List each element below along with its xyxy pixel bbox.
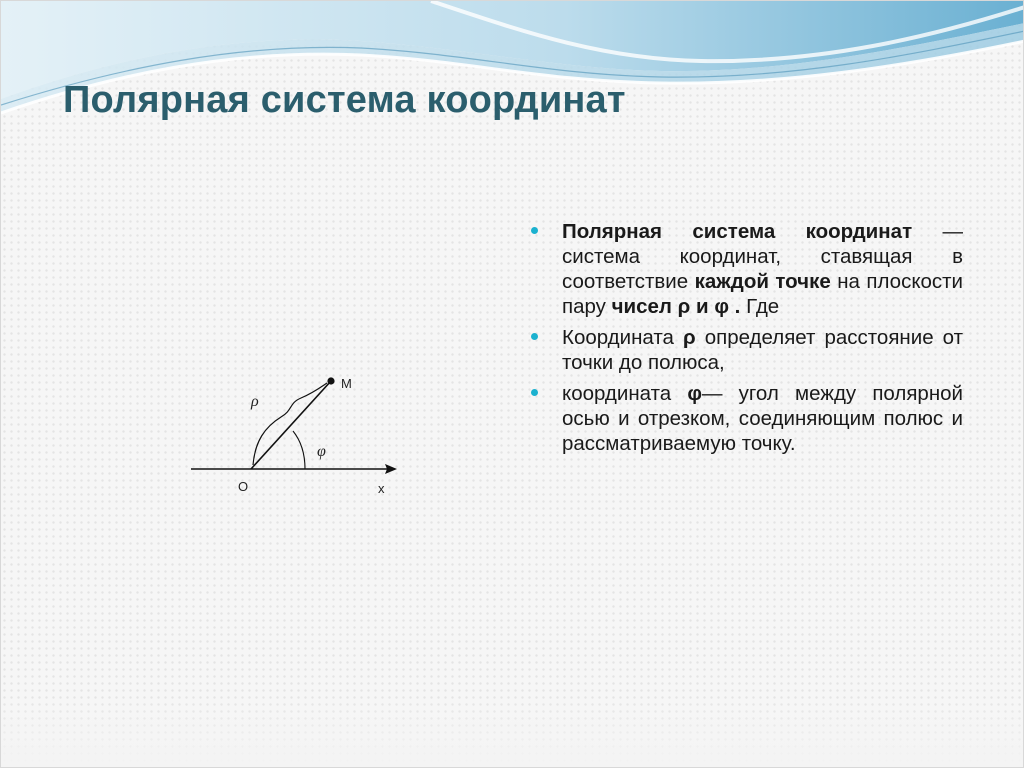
bullet-text-segment: ρ (682, 326, 696, 349)
bullet-dot-icon (531, 389, 538, 396)
label-point-m: M (341, 376, 352, 391)
rho-brace (253, 383, 327, 465)
bullet-dot-icon (531, 227, 538, 234)
bullet-text-segment: на плоскости пару (562, 270, 964, 318)
point-m (327, 377, 334, 384)
bullet-text-segment: определяет расстояние от точки до полюса, (562, 326, 963, 374)
bullet-text-segment: каждой точке (694, 270, 831, 293)
page-title: Полярная система координат (63, 79, 626, 121)
phi-angle-arc (293, 431, 305, 469)
polar-coordinates-diagram (181, 361, 421, 511)
bullet-text-segment: координата (562, 382, 688, 405)
bullet-text-segment: Полярная система координат (562, 220, 913, 243)
bullet-item-phi (531, 381, 963, 456)
label-axis-x: x (378, 481, 385, 496)
bullet-dot-icon (531, 333, 538, 340)
label-origin-o: O (238, 479, 249, 494)
bullet-text-segment: — система координат, ставящая в соответствие (562, 220, 963, 293)
label-rho: ρ (251, 393, 259, 410)
bullet-list (531, 219, 963, 462)
label-phi: φ (317, 443, 326, 460)
bullet-item-rho (531, 325, 963, 375)
bullet-text-segment: φ (687, 382, 702, 405)
bullet-text-segment: — угол между полярной осью и отрезком, соединяющим полюс и рассматриваемую точку. (562, 382, 964, 455)
bullet-text-segment: Где (740, 295, 780, 318)
bullet-text-segment: чисел ρ и φ . (611, 295, 741, 318)
bullet-text-segment: Координата (562, 326, 683, 349)
bullet-item-definition (531, 219, 963, 319)
